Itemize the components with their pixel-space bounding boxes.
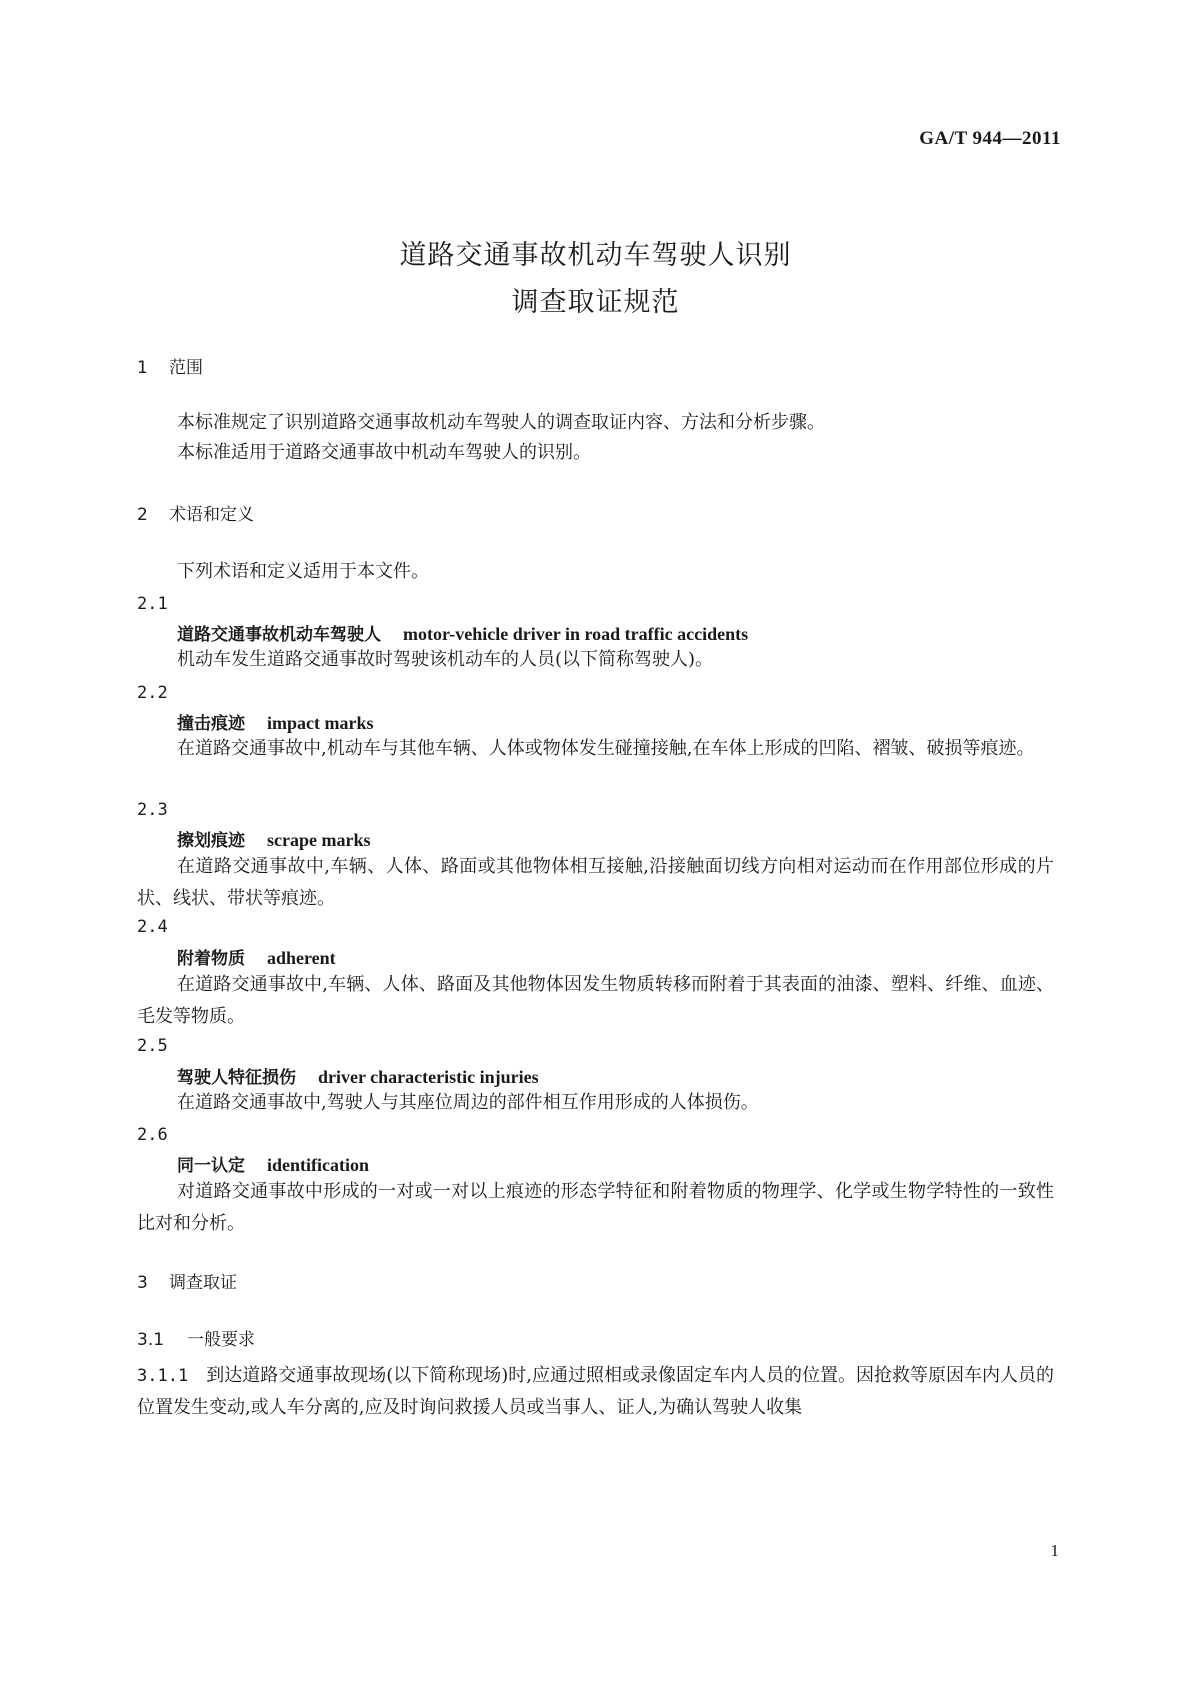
subsection-number: 3.1	[137, 1330, 165, 1350]
section-title: 调查取证	[169, 1273, 237, 1293]
term-zh: 驾驶人特征损伤	[177, 1068, 296, 1088]
term-en: identification	[267, 1155, 369, 1175]
document-title-line2: 调查取证规范	[511, 287, 680, 318]
page-number: 1	[1050, 1541, 1059, 1560]
clause-number: 3.1.1	[137, 1366, 189, 1386]
term-zh: 道路交通事故机动车驾驶人	[177, 625, 381, 645]
term-definition: 在道路交通事故中,驾驶人与其座位周边的部件相互作用形成的人体损伤。	[177, 1092, 759, 1113]
section-title: 术语和定义	[169, 505, 254, 525]
section-number: 2	[137, 505, 148, 525]
term-entry	[177, 944, 336, 969]
clause-number: 2.1	[137, 594, 168, 614]
term-zh: 附着物质	[177, 949, 245, 969]
clause-number: 2.5	[137, 1036, 168, 1056]
clause-number: 2.3	[137, 800, 168, 820]
standard-code: GA/T 944—2011	[919, 128, 1061, 149]
document-title-line1: 道路交通事故机动车驾驶人识别	[399, 240, 792, 271]
paragraph: 本标准规定了识别道路交通事故机动车驾驶人的调查取证内容、方法和分析步骤。	[177, 412, 825, 433]
term-entry	[177, 826, 370, 851]
term-en: impact marks	[267, 713, 374, 733]
term-definition: 在道路交通事故中,车辆、人体、路面及其他物体因发生物质转移而附着于其表面的油漆、塑料、纤维、血迹、毛发等物质。	[137, 974, 1054, 1027]
term-en: adherent	[267, 948, 336, 968]
term-entry	[177, 709, 374, 734]
term-definition: 对道路交通事故中形成的一对或一对以上痕迹的形态学特征和附着物质的物理学、化学或生物学特性的一致性比对和分析。	[137, 1181, 1054, 1234]
section-title: 范围	[169, 358, 203, 378]
paragraph: 下列术语和定义适用于本文件。	[177, 561, 429, 582]
clause-number: 2.2	[137, 683, 168, 703]
term-definition: 在道路交通事故中,车辆、人体、路面或其他物体相互接触,沿接触面切线方向相对运动而在作用部位形成的片状、线状、带状等痕迹。	[137, 856, 1054, 909]
section-number: 3	[137, 1273, 148, 1293]
term-zh: 擦划痕迹	[177, 831, 245, 851]
paragraph: 本标准适用于道路交通事故中机动车驾驶人的识别。	[177, 442, 591, 463]
clause-text: 到达道路交通事故现场(以下简称现场)时,应通过照相或录像固定车内人员的位置。因抢救等原因车内人员的位置发生变动,或人车分离的,应及时询问救援人员或当事人、证人,为确认驾驶人收集	[137, 1365, 1054, 1418]
term-entry	[177, 1151, 369, 1176]
term-entry	[177, 1063, 539, 1088]
section-3-heading	[137, 1268, 237, 1293]
section-number: 1	[137, 358, 148, 378]
term-en: scrape marks	[267, 830, 371, 850]
term-definition: 在道路交通事故中,机动车与其他车辆、人体或物体发生碰撞接触,在车体上形成的凹陷、褶皱、破损等痕迹。	[177, 738, 1035, 759]
term-en: motor-vehicle driver in road traffic accidents	[403, 624, 749, 644]
clause-3-1-1	[137, 1360, 1054, 1424]
term-zh: 同一认定	[177, 1156, 245, 1176]
term-definition: 机动车发生道路交通事故时驾驶该机动车的人员(以下简称驾驶人)。	[177, 649, 714, 670]
term-entry	[177, 620, 748, 645]
term-en: driver characteristic injuries	[318, 1067, 539, 1087]
subsection-title: 一般要求	[187, 1330, 255, 1350]
section-1-heading	[137, 353, 203, 378]
subsection-3-1-heading	[137, 1325, 255, 1350]
term-zh: 撞击痕迹	[177, 714, 245, 734]
clause-number: 2.4	[137, 917, 168, 937]
clause-number: 2.6	[137, 1125, 168, 1145]
section-2-heading	[137, 500, 254, 525]
